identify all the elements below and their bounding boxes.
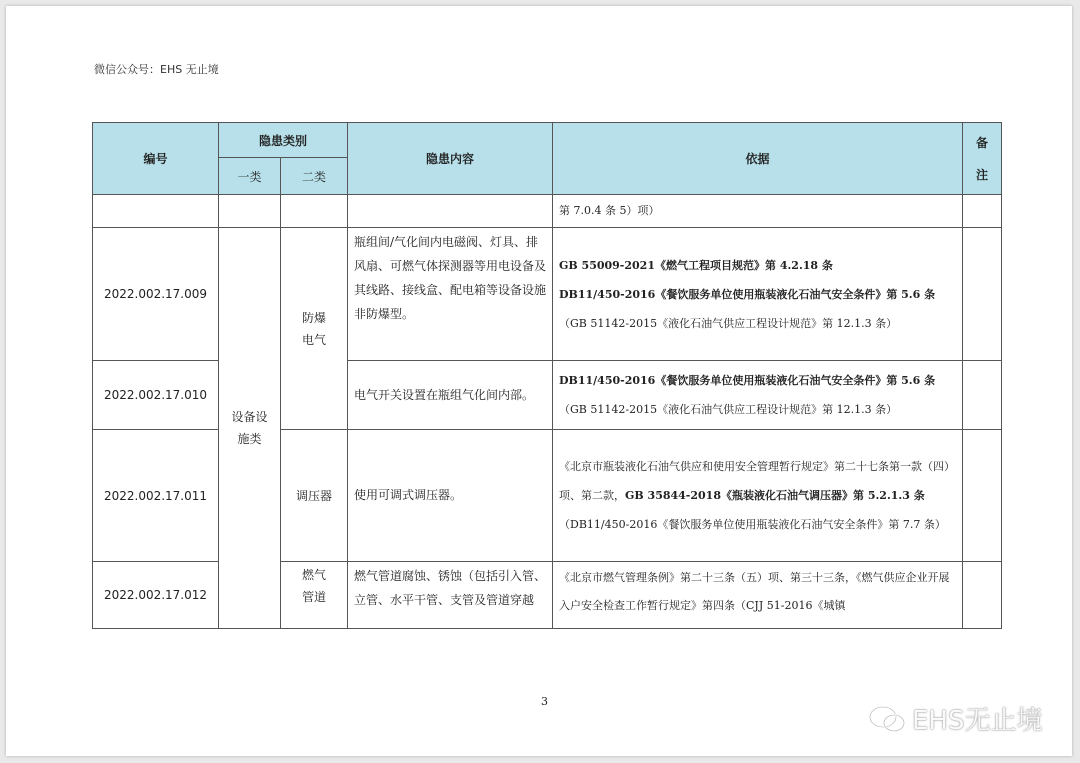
row-basis xyxy=(553,228,963,361)
header-category: 隐患类别 xyxy=(219,123,348,158)
row-basis xyxy=(553,361,963,430)
row-cat2 xyxy=(281,195,348,228)
row-note xyxy=(963,430,1002,562)
basis-part: DB11/450-2016《餐饮服务单位使用瓶装液化石油气安全条件》第 5.6 条 xyxy=(559,287,936,301)
basis-part: 《北京市瓶装液化石油气供应和使用安全管理暂行规定》第二十七条第一款（四）项、第二款， xyxy=(559,460,956,502)
row-content: 瓶组间/气化间内电磁阀、灯具、排风扇、可燃气体探测器等用电设备及其线路、接线盒、配电箱等设备设施非防爆型。 xyxy=(348,228,553,361)
table-row xyxy=(93,228,1002,361)
basis-part: （DB11/450-2016《餐饮服务单位使用瓶装液化石油气安全条件》第 7.7 条） xyxy=(559,518,946,531)
category-equipment-label: 设备设施类 xyxy=(231,410,268,446)
page-number: 3 xyxy=(541,695,548,708)
row-note xyxy=(963,562,1002,629)
row-cat1 xyxy=(219,195,281,228)
row-cat2 xyxy=(281,562,348,629)
row-id: 2022.002.17.010 xyxy=(93,361,219,430)
row-note xyxy=(963,228,1002,361)
basis-part: DB11/450-2016《餐饮服务单位使用瓶装液化石油气安全条件》第 5.6 条 xyxy=(559,374,936,387)
row-basis xyxy=(553,430,963,562)
header-account: 微信公众号：EHS 无止境 xyxy=(94,63,219,76)
header-note-line2: 注 xyxy=(976,167,989,182)
row-basis: 《北京市燃气管理条例》第二十三条（五）项、第三十三条，《燃气供应企业开展入户安全检查工作暂行规定》第四条（CJJ 51-2016《城镇 xyxy=(553,562,963,629)
row-id xyxy=(93,195,219,228)
row-note xyxy=(963,195,1002,228)
header-note-line1: 备 xyxy=(976,135,989,150)
table-row xyxy=(93,195,1002,228)
hazard-table xyxy=(92,122,1002,629)
basis-part: （GB 51142-2015《液化石油气供应工程设计规范》第 12.1.3 条） xyxy=(559,403,898,416)
row-cat2-label: 燃气管道 xyxy=(301,568,326,604)
header-cat1: 一类 xyxy=(219,158,281,195)
header-cat2: 二类 xyxy=(281,158,348,195)
row-id: 2022.002.17.009 xyxy=(93,228,219,361)
header-content: 隐患内容 xyxy=(348,123,553,195)
row-content: 燃气管道腐蚀、锈蚀（包括引入管、立管、水平干管、支管及管道穿越 xyxy=(348,562,553,629)
watermark xyxy=(868,700,1042,737)
subcategory-explosion-label: 防爆电气 xyxy=(301,310,326,347)
basis-part: GB 35844-2018《瓶装液化石油气调压器》第 5.2.1.3 条 xyxy=(625,489,925,502)
row-cat2: 调压器 xyxy=(281,430,348,562)
category-equipment xyxy=(219,228,281,629)
row-content: 电气开关设置在瓶组气化间内部。 xyxy=(348,361,553,430)
row-id: 2022.002.17.012 xyxy=(93,562,219,629)
subcategory-explosion-proof xyxy=(281,228,348,430)
header-id: 编号 xyxy=(93,123,219,195)
row-content xyxy=(348,195,553,228)
watermark-text: EHS无止境 xyxy=(912,706,1043,736)
header-basis: 依据 xyxy=(553,123,963,195)
header-note xyxy=(963,123,1002,195)
row-id: 2022.002.17.011 xyxy=(93,430,219,562)
wechat-icon xyxy=(868,704,908,734)
basis-part: GB 55009-2021《燃气工程项目规范》第 4.2.18 条 xyxy=(559,258,833,272)
basis-part: （GB 51142-2015《液化石油气供应工程设计规范》第 12.1.3 条） xyxy=(559,316,898,330)
row-content: 使用可调式调压器。 xyxy=(348,430,553,562)
row-note xyxy=(963,361,1002,430)
document-page xyxy=(6,6,1072,756)
row-basis: 第 7.0.4 条 5）项） xyxy=(553,195,963,228)
